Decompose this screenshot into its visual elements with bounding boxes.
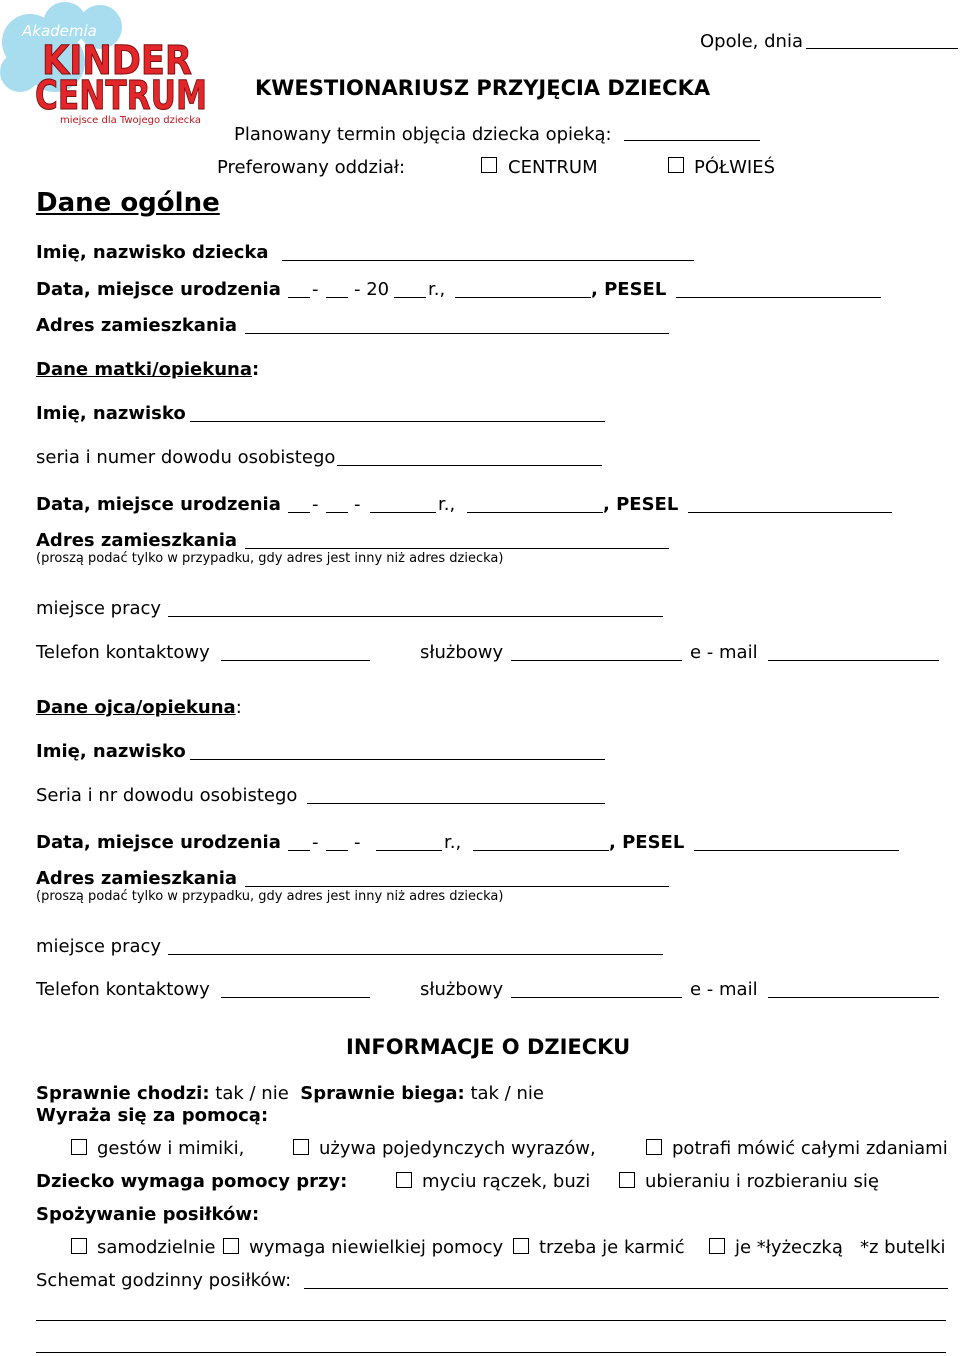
father-name-label: Imię, nazwisko <box>36 741 186 762</box>
mother-work-phone-label: służbowy <box>420 642 504 663</box>
help-wash-checkbox[interactable] <box>396 1172 412 1188</box>
schedule-label: Schemat godzinny posiłków: <box>36 1270 292 1291</box>
kinder-centrum-logo <box>0 2 215 127</box>
father-address-field[interactable] <box>245 886 669 887</box>
father-pesel-field[interactable] <box>694 850 899 851</box>
meal-spoon-checkbox[interactable] <box>709 1238 725 1254</box>
child-name-field[interactable] <box>282 260 694 261</box>
father-work-field[interactable] <box>168 954 663 955</box>
dash-20: - 20 <box>354 279 390 300</box>
mother-id-field[interactable] <box>337 465 602 466</box>
mother-birth-month[interactable] <box>326 512 348 513</box>
child-name-label: Imię, nazwisko dziecka <box>36 242 269 263</box>
father-birth-year[interactable] <box>376 850 442 851</box>
father-work-phone-label: służbowy <box>420 979 504 1000</box>
start-term-field[interactable] <box>624 140 760 141</box>
mother-birth-day[interactable] <box>288 512 310 513</box>
meal-fed-label: trzeba je karmić <box>539 1237 685 1258</box>
child-birth-label: Data, miejsce urodzenia <box>36 279 281 300</box>
svg-text:Akademia: Akademia <box>22 22 97 40</box>
father-birthplace-field[interactable] <box>473 850 609 851</box>
sentences-checkbox[interactable] <box>646 1139 662 1155</box>
meals-label: Spożywanie posiłków: <box>36 1204 260 1225</box>
mother-name-label: Imię, nazwisko <box>36 403 186 424</box>
mother-pesel-field[interactable] <box>688 512 892 513</box>
schedule-field-1[interactable] <box>304 1288 948 1289</box>
r-label: r., <box>438 494 456 515</box>
r-label: r., <box>444 832 462 853</box>
dash: - <box>354 494 361 515</box>
mother-address-label: Adres zamieszkania <box>36 530 238 551</box>
meal-self-checkbox[interactable] <box>71 1238 87 1254</box>
father-email-field[interactable] <box>768 997 939 998</box>
express-label: Wyraża się za pomocą: <box>36 1105 269 1126</box>
mother-work-label: miejsce pracy <box>36 598 162 619</box>
child-info-title: INFORMACJE O DZIECKU <box>346 1035 631 1059</box>
child-birthplace-field[interactable] <box>455 297 591 298</box>
father-work-label: miejsce pracy <box>36 936 162 957</box>
meal-little-checkbox[interactable] <box>223 1238 239 1254</box>
child-pesel-field[interactable] <box>676 297 881 298</box>
svg-text:CENTRUM: CENTRUM <box>35 73 207 119</box>
father-id-label: Seria i nr dowodu osobistego <box>36 785 298 806</box>
child-birth-year[interactable] <box>394 297 426 298</box>
gestures-label: gestów i mimiki, <box>97 1138 245 1159</box>
mother-id-label: seria i numer dowodu osobistego <box>36 447 336 468</box>
sentences-label: potrafi mówić całymi zdaniami <box>672 1138 948 1159</box>
mother-address-note: (proszą podać tylko w przypadku, gdy adres jest inny niż adres dziecka) <box>36 551 504 566</box>
words-checkbox[interactable] <box>293 1139 309 1155</box>
father-birth-day[interactable] <box>288 850 310 851</box>
father-phone-label: Telefon kontaktowy <box>36 979 210 1000</box>
mother-phone-field[interactable] <box>221 660 370 661</box>
mother-birthplace-field[interactable] <box>467 512 603 513</box>
pref-dept-label: Preferowany oddział: <box>217 157 406 178</box>
form-title: KWESTIONARIUSZ PRZYJĘCIA DZIECKA <box>255 76 711 100</box>
meal-spoon-label: je *łyżeczką <box>735 1237 843 1258</box>
help-dress-label: ubieraniu i rozbieraniu się <box>645 1171 879 1192</box>
meal-bottle-label: *z butelki <box>860 1237 946 1258</box>
centrum-checkbox[interactable] <box>481 157 497 173</box>
schedule-field-2[interactable] <box>36 1320 946 1321</box>
dash: - <box>312 494 319 515</box>
mother-email-field[interactable] <box>768 660 939 661</box>
svg-text:miejsce dla Twojego dziecka: miejsce dla Twojego dziecka <box>60 115 202 126</box>
child-birth-month[interactable] <box>326 297 348 298</box>
father-email-label: e - mail <box>690 979 758 1000</box>
child-birth-day[interactable] <box>288 297 310 298</box>
place-date-label: Opole, dnia <box>700 31 803 52</box>
walk-run-row: Sprawnie chodzi: tak / nie Sprawnie biega: tak / nie <box>36 1083 544 1104</box>
mother-phone-label: Telefon kontaktowy <box>36 642 210 663</box>
meal-self-label: samodzielnie <box>97 1237 216 1258</box>
mother-birth-year[interactable] <box>370 512 436 513</box>
polwies-label: PÓŁWIEŚ <box>694 157 776 178</box>
child-address-label: Adres zamieszkania <box>36 315 238 336</box>
schedule-field-3[interactable] <box>36 1352 946 1353</box>
help-label: Dziecko wymaga pomocy przy: <box>36 1171 348 1192</box>
father-birth-label: Data, miejsce urodzenia <box>36 832 281 853</box>
gestures-checkbox[interactable] <box>71 1139 87 1155</box>
meal-fed-checkbox[interactable] <box>513 1238 529 1254</box>
father-phone-field[interactable] <box>221 997 370 998</box>
father-pesel-label: , PESEL <box>609 832 685 853</box>
father-birth-month[interactable] <box>326 850 348 851</box>
meal-little-label: wymaga niewielkiej pomocy <box>249 1237 504 1258</box>
start-term-label: Planowany termin objęcia dziecka opieką: <box>234 124 612 145</box>
centrum-label: CENTRUM <box>508 157 598 178</box>
mother-name-field[interactable] <box>190 421 605 422</box>
date-field[interactable] <box>806 48 958 49</box>
help-wash-label: myciu rączek, buzi <box>422 1171 591 1192</box>
words-label: używa pojedynczych wyrazów, <box>319 1138 596 1159</box>
mother-work-field[interactable] <box>168 616 663 617</box>
mother-email-label: e - mail <box>690 642 758 663</box>
help-dress-checkbox[interactable] <box>619 1172 635 1188</box>
dash: - <box>354 832 361 853</box>
mother-birth-label: Data, miejsce urodzenia <box>36 494 281 515</box>
r-label: r., <box>428 279 446 300</box>
father-name-field[interactable] <box>190 759 605 760</box>
child-pesel-label: , PESEL <box>591 279 667 300</box>
father-address-label: Adres zamieszkania <box>36 868 238 889</box>
father-section-heading: Dane ojca/opiekuna: <box>36 697 242 718</box>
dash: - <box>312 279 319 300</box>
mother-pesel-label: , PESEL <box>603 494 679 515</box>
svg-text:KINDER: KINDER <box>42 38 192 84</box>
father-work-phone-field[interactable] <box>511 997 682 998</box>
mother-address-field[interactable] <box>245 548 669 549</box>
mother-section-heading: Dane matki/opiekuna: <box>36 359 260 380</box>
general-section-heading: Dane ogólne <box>36 188 220 218</box>
dash: - <box>312 832 319 853</box>
child-address-field[interactable] <box>245 333 669 334</box>
polwies-checkbox[interactable] <box>668 157 684 173</box>
father-address-note: (proszą podać tylko w przypadku, gdy adres jest inny niż adres dziecka) <box>36 889 504 904</box>
mother-work-phone-field[interactable] <box>511 660 682 661</box>
father-id-field[interactable] <box>307 803 605 804</box>
